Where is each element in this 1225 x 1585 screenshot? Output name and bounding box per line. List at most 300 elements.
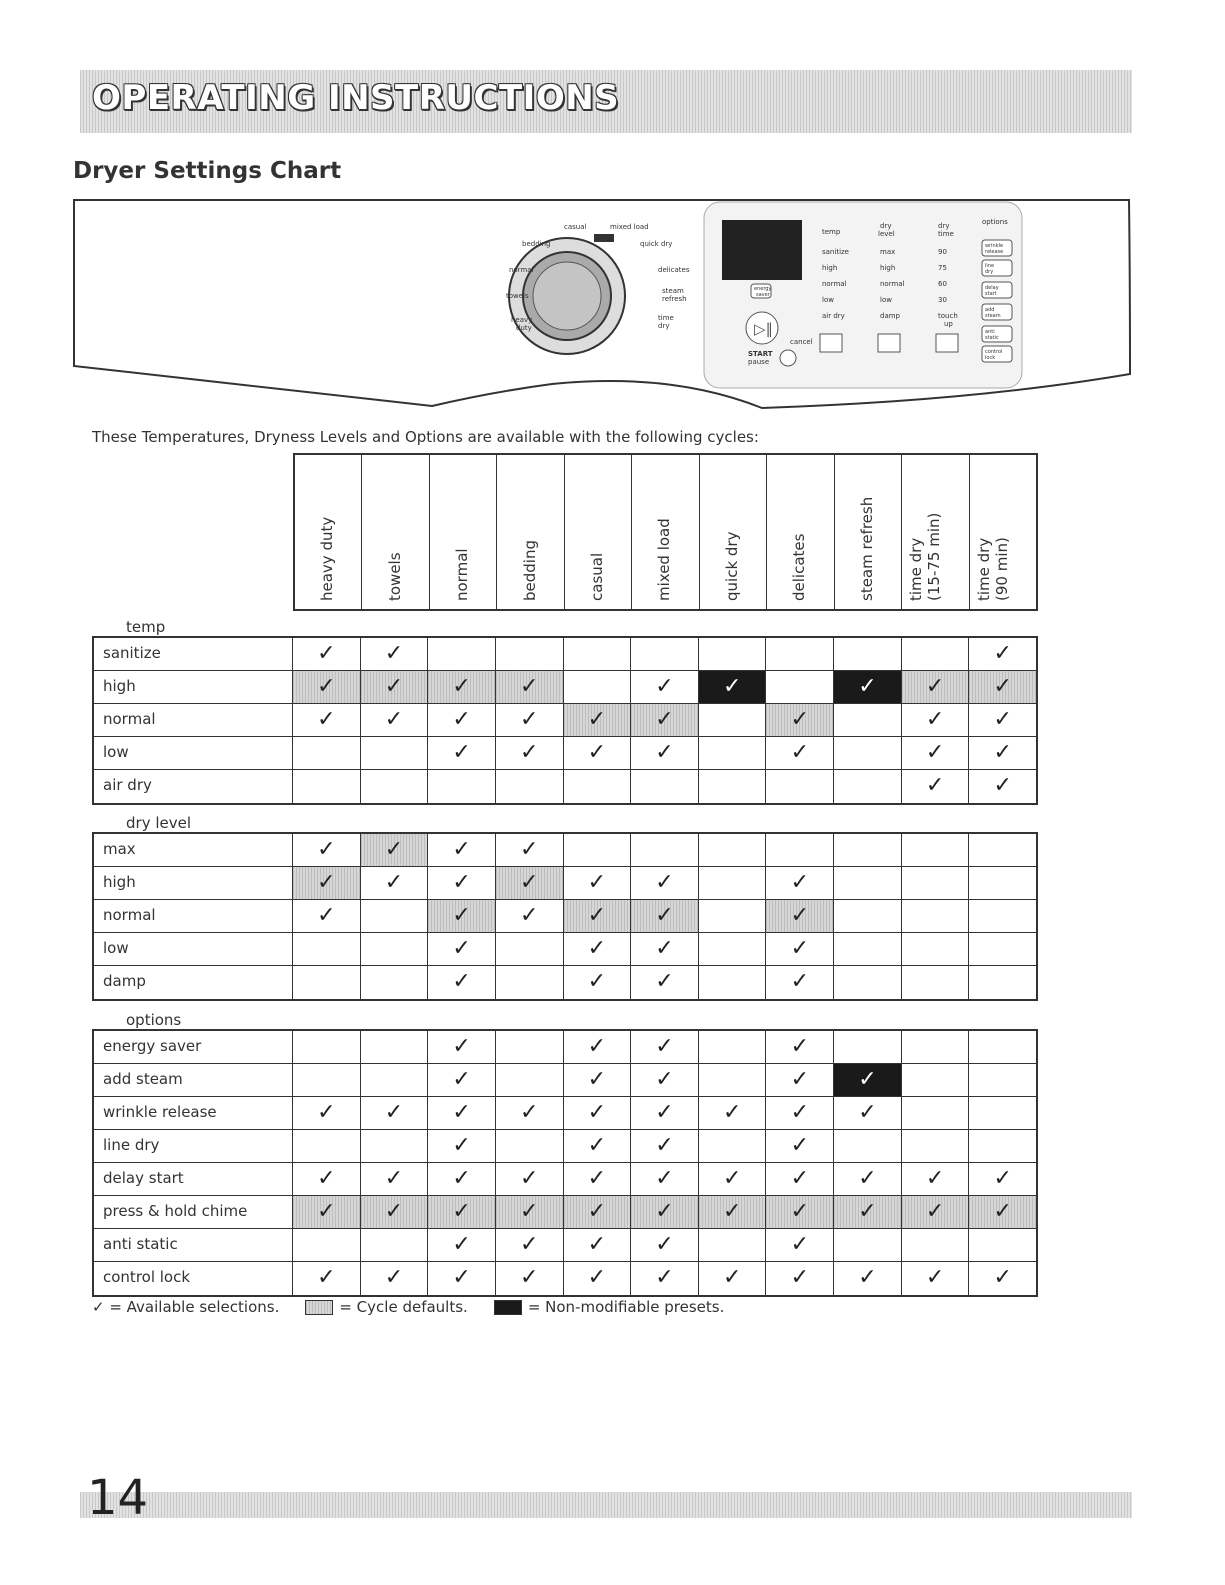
check-icon: ✓ <box>496 671 564 703</box>
check-icon: ✓ <box>293 1262 361 1295</box>
empty-cell <box>834 737 902 769</box>
check-icon: ✓ <box>631 1097 699 1129</box>
empty-cell <box>902 900 970 932</box>
time-30[interactable]: 30 <box>938 296 947 304</box>
table-row <box>94 1097 1036 1130</box>
option-line-label: line <box>985 263 995 269</box>
table-row <box>94 1130 1036 1163</box>
check-icon: ✓ <box>496 1163 564 1195</box>
knob-label-quick-dry: quick dry <box>640 240 673 248</box>
time-75[interactable]: 75 <box>938 264 947 272</box>
check-icon: ✓ <box>766 1196 834 1228</box>
check-icon: ✓ <box>993 707 1012 732</box>
time-touch[interactable]: touch <box>938 312 958 320</box>
empty-cell <box>361 770 429 803</box>
empty-cell <box>293 1031 361 1063</box>
time-up[interactable]: up <box>944 320 953 328</box>
empty-cell <box>834 770 902 803</box>
empty-cell <box>834 966 902 999</box>
check-icon: ✓ <box>428 1196 496 1228</box>
empty-cell <box>969 1097 1036 1129</box>
check-icon: ✓ <box>496 704 564 736</box>
check-icon: ✓ <box>902 737 970 769</box>
check-icon: ✓ <box>631 671 699 703</box>
cycle-header <box>970 455 1036 609</box>
check-icon: ✓ <box>564 900 632 932</box>
cycle-header-label: delicates <box>790 533 809 601</box>
empty-cell <box>834 867 902 899</box>
row-label: low <box>94 737 293 769</box>
check-icon: ✓ <box>564 867 632 899</box>
empty-cell <box>902 834 970 866</box>
check-icon: ✓ <box>293 1163 361 1195</box>
cycle-header <box>632 455 699 609</box>
check-icon: ✓ <box>428 900 496 932</box>
empty-cell <box>902 1097 970 1129</box>
check-icon: ✓ <box>699 1097 767 1129</box>
energy-saver-label-1: energy <box>754 286 772 292</box>
check-icon: ✓ <box>428 1163 496 1195</box>
check-icon: ✓ <box>631 1064 699 1096</box>
check-icon: ✓ <box>766 867 834 899</box>
empty-cell <box>902 1130 970 1162</box>
empty-cell <box>902 638 970 670</box>
empty-cell <box>969 1130 1036 1162</box>
empty-cell <box>699 1229 767 1261</box>
check-icon: ✓ <box>293 867 361 899</box>
legend-preset-swatch <box>494 1300 522 1315</box>
empty-cell <box>361 1229 429 1261</box>
empty-cell <box>902 933 970 965</box>
settings-grid <box>92 1029 1038 1297</box>
check-icon: ✓ <box>428 966 496 999</box>
empty-cell <box>902 1031 970 1063</box>
check-icon: ✓ <box>293 1196 361 1228</box>
check-icon: ✓ <box>293 671 361 703</box>
empty-cell <box>631 638 699 670</box>
temp-air-dry[interactable]: air dry <box>822 312 845 320</box>
check-icon: ✓ <box>902 770 970 803</box>
table-row <box>94 933 1036 966</box>
row-label: wrinkle release <box>94 1097 293 1129</box>
empty-cell <box>834 1130 902 1162</box>
dry-level-select-button[interactable] <box>878 334 900 352</box>
row-label: damp <box>94 966 293 999</box>
empty-cell <box>699 867 767 899</box>
empty-cell <box>496 770 564 803</box>
check-icon: ✓ <box>993 773 1012 798</box>
check-icon: ✓ <box>631 1130 699 1162</box>
table-row <box>94 770 1036 803</box>
empty-cell <box>969 834 1036 866</box>
empty-cell <box>699 966 767 999</box>
check-icon: ✓ <box>834 1064 902 1096</box>
option-static-label: static <box>985 335 999 341</box>
row-label: sanitize <box>94 638 293 670</box>
check-icon: ✓ <box>361 867 429 899</box>
cycle-header <box>430 455 497 609</box>
empty-cell <box>631 770 699 803</box>
table-row <box>94 1196 1036 1229</box>
legend-presets-item <box>494 1298 725 1316</box>
empty-cell <box>361 933 429 965</box>
table-row <box>94 638 1036 671</box>
empty-cell <box>496 1064 564 1096</box>
check-icon: ✓ <box>293 900 361 932</box>
empty-cell <box>969 1031 1036 1063</box>
knob-label-normal: normal <box>509 266 534 274</box>
knob-label-duty: duty <box>516 324 532 332</box>
check-icon: ✓ <box>834 1262 902 1295</box>
check-icon: ✓ <box>902 671 970 703</box>
check-icon: ✓ <box>834 671 902 703</box>
table-row <box>94 966 1036 999</box>
level-damp[interactable]: damp <box>880 312 900 320</box>
check-icon: ✓ <box>631 704 699 736</box>
row-label: low <box>94 933 293 965</box>
row-label: max <box>94 834 293 866</box>
empty-cell <box>293 1229 361 1261</box>
check-icon: ✓ <box>564 1064 632 1096</box>
cancel-button[interactable] <box>780 350 796 366</box>
table-row <box>94 1031 1036 1064</box>
empty-cell <box>699 933 767 965</box>
check-icon: ✓ <box>631 737 699 769</box>
check-icon: ✓ <box>993 740 1012 765</box>
option-wrinkle-label: wrinkle <box>985 243 1004 249</box>
time-90[interactable]: 90 <box>938 248 947 256</box>
empty-cell <box>969 1229 1036 1261</box>
row-label: normal <box>94 900 293 932</box>
check-icon: ✓ <box>993 1265 1012 1290</box>
option-dry-label: dry <box>985 269 994 275</box>
row-label: normal <box>94 704 293 736</box>
knob-label-heavy: heavy <box>511 316 533 324</box>
check-icon: ✓ <box>564 1229 632 1261</box>
empty-cell <box>902 966 970 999</box>
cycle-header-label: time dry (90 min) <box>974 537 1011 601</box>
cycle-header-label: mixed load <box>655 518 674 601</box>
display-head-dry-time: dry <box>938 222 950 230</box>
check-icon: ✓ <box>293 834 361 866</box>
check-icon: ✓ <box>428 704 496 736</box>
cycle-header-label: towels <box>385 552 404 601</box>
empty-cell <box>902 1064 970 1096</box>
check-icon: ✓ <box>428 1097 496 1129</box>
check-icon: ✓ <box>766 900 834 932</box>
knob-label-bedding: bedding <box>522 240 551 248</box>
check-icon: ✓ <box>699 1196 767 1228</box>
group-label: options <box>126 1011 182 1029</box>
row-label: line dry <box>94 1130 293 1162</box>
play-pause-icon: ▷∥ <box>754 320 774 338</box>
check-icon: ✓ <box>631 1196 699 1228</box>
knob-label-refresh: refresh <box>662 295 687 303</box>
check-icon: ✓ <box>293 704 361 736</box>
legend-defaults-text: = Cycle defaults. <box>339 1298 468 1316</box>
check-icon: ✓ <box>631 1031 699 1063</box>
cycle-header-label: bedding <box>520 540 539 601</box>
check-icon: ✓ <box>699 1163 767 1195</box>
row-label: delay start <box>94 1163 293 1195</box>
empty-cell <box>293 933 361 965</box>
empty-cell <box>969 933 1036 965</box>
check-icon: ✓ <box>428 867 496 899</box>
table-row <box>94 834 1036 867</box>
cycle-header <box>362 455 429 609</box>
check-icon: ✓ <box>699 671 767 703</box>
empty-cell <box>293 1064 361 1096</box>
page-header-title: OPERATING INSTRUCTIONS <box>92 78 620 118</box>
check-icon: ✓ <box>902 704 970 736</box>
check-icon: ✓ <box>834 1097 902 1129</box>
row-label: energy saver <box>94 1031 293 1063</box>
cycle-header <box>902 455 969 609</box>
check-icon: ✓ <box>902 1262 970 1295</box>
level-low[interactable]: low <box>880 296 892 304</box>
check-icon: ✓ <box>428 671 496 703</box>
check-icon: ✓ <box>631 966 699 999</box>
cycle-header <box>295 455 362 609</box>
temp-normal[interactable]: normal <box>822 280 847 288</box>
table-row <box>94 737 1036 770</box>
knob-label-delicates: delicates <box>658 266 690 274</box>
display-head-temp: temp <box>822 228 841 236</box>
check-icon: ✓ <box>293 1097 361 1129</box>
empty-cell <box>902 1229 970 1261</box>
check-icon: ✓ <box>564 704 632 736</box>
empty-cell <box>766 638 834 670</box>
level-high[interactable]: high <box>880 264 896 272</box>
cycle-header <box>835 455 902 609</box>
empty-cell <box>699 737 767 769</box>
row-label: high <box>94 671 293 703</box>
empty-cell <box>361 900 429 932</box>
cancel-label: cancel <box>790 338 813 346</box>
check-icon: ✓ <box>902 1163 970 1195</box>
check-icon: ✓ <box>496 834 564 866</box>
level-max[interactable]: max <box>880 248 896 256</box>
footer-band <box>80 1492 1132 1518</box>
empty-cell <box>902 867 970 899</box>
cycle-header <box>700 455 767 609</box>
check-icon: ✓ <box>564 933 632 965</box>
table-row <box>94 1229 1036 1262</box>
temp-low[interactable]: low <box>822 296 834 304</box>
empty-cell <box>564 834 632 866</box>
empty-cell <box>293 1130 361 1162</box>
row-label: add steam <box>94 1064 293 1096</box>
check-icon: ✓ <box>361 1262 429 1295</box>
empty-cell <box>496 933 564 965</box>
temp-high[interactable]: high <box>822 264 838 272</box>
empty-cell <box>834 1031 902 1063</box>
check-icon: ✓ <box>496 737 564 769</box>
check-icon: ✓ <box>766 1130 834 1162</box>
legend-defaults-item <box>305 1298 467 1316</box>
empty-cell <box>428 770 496 803</box>
check-icon: ✓ <box>902 1196 970 1228</box>
empty-cell <box>564 770 632 803</box>
cycle-header-label: heavy duty <box>318 516 337 601</box>
empty-cell <box>834 900 902 932</box>
knob-label-dry: dry <box>658 322 670 330</box>
empty-cell <box>699 770 767 803</box>
table-row <box>94 900 1036 933</box>
cycle-header-label: normal <box>453 548 472 601</box>
section-title: Dryer Settings Chart <box>73 158 342 184</box>
energy-saver-label-2: saver <box>756 292 770 298</box>
empty-cell <box>834 704 902 736</box>
dry-time-select-button[interactable] <box>936 334 958 352</box>
empty-cell <box>564 671 632 703</box>
check-icon: ✓ <box>631 933 699 965</box>
temp-sanitize[interactable]: sanitize <box>822 248 849 256</box>
check-icon: ✓ <box>631 867 699 899</box>
cycle-header <box>565 455 632 609</box>
table-row <box>94 1262 1036 1295</box>
legend <box>92 1298 750 1316</box>
check-icon: ✓ <box>766 1262 834 1295</box>
row-label: press & hold chime <box>94 1196 293 1228</box>
empty-cell <box>293 737 361 769</box>
check-icon: ✓ <box>361 704 429 736</box>
empty-cell <box>361 1064 429 1096</box>
check-icon: ✓ <box>361 1097 429 1129</box>
check-icon: ✓ <box>766 1163 834 1195</box>
check-icon: ✓ <box>428 1229 496 1261</box>
empty-cell <box>834 1229 902 1261</box>
empty-cell <box>766 770 834 803</box>
check-icon: ✓ <box>361 834 429 866</box>
pause-label: pause <box>748 358 770 366</box>
empty-cell <box>361 737 429 769</box>
display-head-dry: dry <box>880 222 892 230</box>
table-row <box>94 867 1036 900</box>
temp-select-button[interactable] <box>820 334 842 352</box>
check-icon: ✓ <box>496 1229 564 1261</box>
empty-cell <box>834 834 902 866</box>
display-head-level: level <box>878 230 895 238</box>
check-icon: ✓ <box>631 900 699 932</box>
empty-cell <box>699 900 767 932</box>
check-icon: ✓ <box>428 1031 496 1063</box>
option-release-label: release <box>985 249 1004 255</box>
check-icon: ✓ <box>766 704 834 736</box>
empty-cell <box>766 671 834 703</box>
empty-cell <box>766 834 834 866</box>
check-icon: ✓ <box>969 1196 1036 1228</box>
start-label: START <box>748 350 773 358</box>
intro-text: These Temperatures, Dryness Levels and Options are available with the following cycles: <box>92 428 759 446</box>
empty-cell <box>834 638 902 670</box>
cycle-header <box>767 455 834 609</box>
knob-label-towels: towels <box>506 292 529 300</box>
cycle-header-row <box>293 453 1038 611</box>
display-head-time: time <box>938 230 954 238</box>
check-icon: ✓ <box>564 1031 632 1063</box>
knob-label-mixed-load: mixed load <box>610 223 649 231</box>
check-icon: ✓ <box>564 737 632 769</box>
page-number: 14 <box>87 1470 149 1526</box>
check-icon: ✓ <box>766 933 834 965</box>
empty-cell <box>361 966 429 999</box>
check-icon: ✓ <box>564 1130 632 1162</box>
table-row <box>94 704 1036 737</box>
cycle-header-label: quick dry <box>722 531 741 601</box>
empty-cell <box>969 1064 1036 1096</box>
check-icon: ✓ <box>428 1262 496 1295</box>
option-lock-label: lock <box>985 355 996 361</box>
check-icon: ✓ <box>496 1262 564 1295</box>
knob-label-casual: casual <box>564 223 587 231</box>
check-icon: ✓ <box>969 671 1036 703</box>
group-label: dry level <box>126 814 192 832</box>
check-icon: ✓ <box>564 1262 632 1295</box>
empty-cell <box>293 966 361 999</box>
check-icon: ✓ <box>564 1196 632 1228</box>
row-label: anti static <box>94 1229 293 1261</box>
level-normal[interactable]: normal <box>880 280 905 288</box>
empty-cell <box>631 834 699 866</box>
check-icon: ✓ <box>564 1097 632 1129</box>
check-icon: ✓ <box>631 1163 699 1195</box>
empty-cell <box>699 834 767 866</box>
check-icon: ✓ <box>496 900 564 932</box>
cycle-header <box>497 455 564 609</box>
check-icon: ✓ <box>428 737 496 769</box>
check-icon: ✓ <box>834 1196 902 1228</box>
check-icon: ✓ <box>496 1196 564 1228</box>
check-icon: ✓ <box>496 867 564 899</box>
option-delay-label: delay <box>985 285 999 291</box>
check-icon: ✓ <box>699 1262 767 1295</box>
time-60[interactable]: 60 <box>938 280 947 288</box>
option-anti-label: anti <box>985 329 995 335</box>
empty-cell <box>969 867 1036 899</box>
check-icon: ✓ <box>428 1064 496 1096</box>
cycle-header-label: casual <box>588 552 607 601</box>
legend-presets-text: = Non-modifiable presets. <box>527 1298 725 1316</box>
empty-cell <box>293 770 361 803</box>
legend-default-swatch <box>305 1300 333 1315</box>
cycle-header-label: steam refresh <box>857 496 876 601</box>
row-label: air dry <box>94 770 293 803</box>
empty-cell <box>699 1064 767 1096</box>
display-head-options: options <box>982 218 1008 226</box>
empty-cell <box>496 638 564 670</box>
knob-label-steam: steam <box>662 287 684 295</box>
empty-cell <box>969 900 1036 932</box>
empty-cell <box>834 933 902 965</box>
check-icon: ✓ <box>993 641 1012 666</box>
table-row <box>94 1064 1036 1097</box>
empty-cell <box>699 638 767 670</box>
empty-cell <box>496 966 564 999</box>
check-icon: ✓ <box>361 638 429 670</box>
check-icon: ✓ <box>361 671 429 703</box>
check-icon: ✓ <box>564 966 632 999</box>
check-icon: ✓ <box>766 966 834 999</box>
cycle-header-label: time dry (15-75 min) <box>907 512 944 601</box>
empty-cell <box>969 966 1036 999</box>
option-steam-label: steam <box>985 313 1001 319</box>
empty-cell <box>699 1031 767 1063</box>
check-icon: ✓ <box>564 1163 632 1195</box>
check-icon: ✓ <box>766 1031 834 1063</box>
check-icon: ✓ <box>361 1163 429 1195</box>
option-add-label: add <box>985 307 995 313</box>
